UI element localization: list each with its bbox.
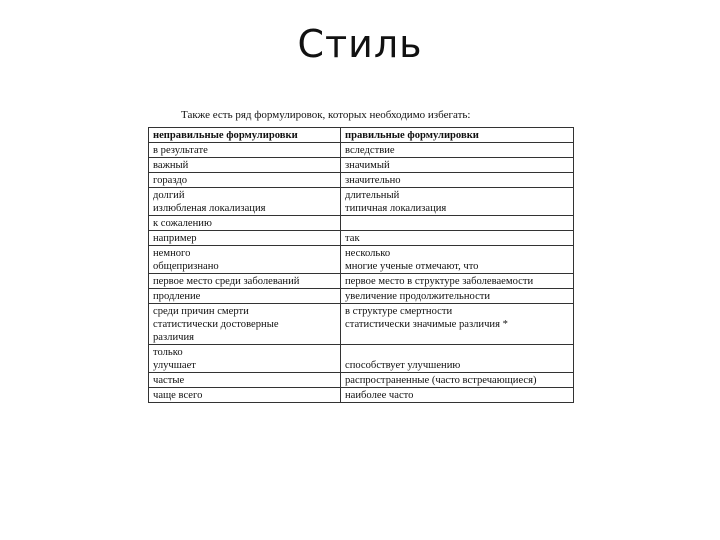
right-cell [341, 289, 574, 304]
wrong-cell-line: важный [153, 160, 189, 171]
right-cell-line: значительно [345, 175, 401, 186]
table-row [149, 289, 574, 304]
table-row [149, 274, 574, 289]
wrong-cell [149, 143, 341, 158]
table-row [149, 304, 574, 345]
wrong-cell-line: продление [153, 291, 201, 302]
wrong-cell [149, 388, 341, 403]
intro-text: Также есть ряд формулировок, которых необходимо избегать: [181, 109, 471, 121]
right-cell [341, 216, 574, 231]
right-cell-line [345, 331, 569, 344]
right-cell [341, 173, 574, 188]
right-cell [341, 158, 574, 173]
slide-title: Стиль [297, 22, 423, 66]
table-row [149, 345, 574, 373]
right-cell-line: первое место в структуре заболеваемости [345, 276, 534, 287]
right-cell-line: увеличение продолжительности [345, 291, 491, 302]
table-row [149, 373, 574, 388]
table-row [149, 388, 574, 403]
wrong-cell-line: среди причин смерти [153, 306, 249, 317]
wrong-cell [149, 216, 341, 231]
right-cell [341, 143, 574, 158]
wrong-cell-line: к сожалению [153, 218, 212, 229]
wrong-cell [149, 188, 341, 216]
right-cell-line [345, 346, 569, 359]
header-right [341, 128, 574, 143]
wrong-cell [149, 246, 341, 274]
wrong-cell [149, 289, 341, 304]
right-cell [341, 373, 574, 388]
wrong-cell [149, 158, 341, 173]
right-cell [341, 388, 574, 403]
right-cell-line: типичная локализация [345, 203, 447, 214]
table-row [149, 231, 574, 246]
wrong-cell-line: улучшает [153, 360, 196, 371]
wrong-cell-line: первое место среди заболеваний [153, 276, 300, 287]
table-row [149, 143, 574, 158]
table-header-row [149, 128, 574, 143]
right-cell-line: значимый [345, 160, 390, 171]
right-cell [341, 188, 574, 216]
wrong-cell-line: в результате [153, 145, 208, 156]
wrong-cell [149, 231, 341, 246]
wrong-cell [149, 274, 341, 289]
right-cell-line: длительный [345, 190, 400, 201]
wrong-cell [149, 345, 341, 373]
wrong-cell [149, 304, 341, 345]
table-row [149, 216, 574, 231]
right-cell [341, 345, 574, 373]
wrong-cell-line: различия [153, 332, 195, 343]
wrong-cell-line: немного [153, 248, 191, 259]
table-row [149, 173, 574, 188]
wrong-cell-line: долгий [153, 190, 185, 201]
wrong-cell-line: частые [153, 375, 185, 386]
table-row [149, 246, 574, 274]
right-cell-line: так [345, 233, 360, 244]
header-wrong-label: неправильные формулировки [153, 130, 298, 141]
wrong-cell [149, 373, 341, 388]
right-cell-line: статистически значимые различия * [345, 319, 508, 330]
wrong-cell-line: чаще всего [153, 390, 203, 401]
right-cell-line: многие ученые отмечают, что [345, 261, 479, 272]
header-right-label: правильные формулировки [345, 130, 479, 141]
table-row [149, 188, 574, 216]
header-wrong [149, 128, 341, 143]
formulations-table [148, 127, 574, 403]
right-cell-line [345, 217, 569, 230]
wrong-cell-line: гораздо [153, 175, 188, 186]
table-body [149, 128, 574, 403]
right-cell [341, 304, 574, 345]
right-cell-line: в структуре смертности [345, 306, 453, 317]
wrong-cell-line: например [153, 233, 197, 244]
right-cell-line: распространенные (часто встречающиеся) [345, 375, 537, 386]
right-cell-line: способствует улучшению [345, 360, 461, 371]
wrong-cell-line: только [153, 347, 183, 358]
table-row [149, 158, 574, 173]
wrong-cell-line: излюбленая локализация [153, 203, 266, 214]
right-cell [341, 231, 574, 246]
right-cell-line: несколько [345, 248, 391, 259]
wrong-cell [149, 173, 341, 188]
right-cell-line: наиболее часто [345, 390, 414, 401]
wrong-cell-line: статистически достоверные [153, 319, 279, 330]
right-cell [341, 246, 574, 274]
wrong-cell-line: общепризнано [153, 261, 219, 272]
right-cell [341, 274, 574, 289]
right-cell-line: вследствие [345, 145, 395, 156]
